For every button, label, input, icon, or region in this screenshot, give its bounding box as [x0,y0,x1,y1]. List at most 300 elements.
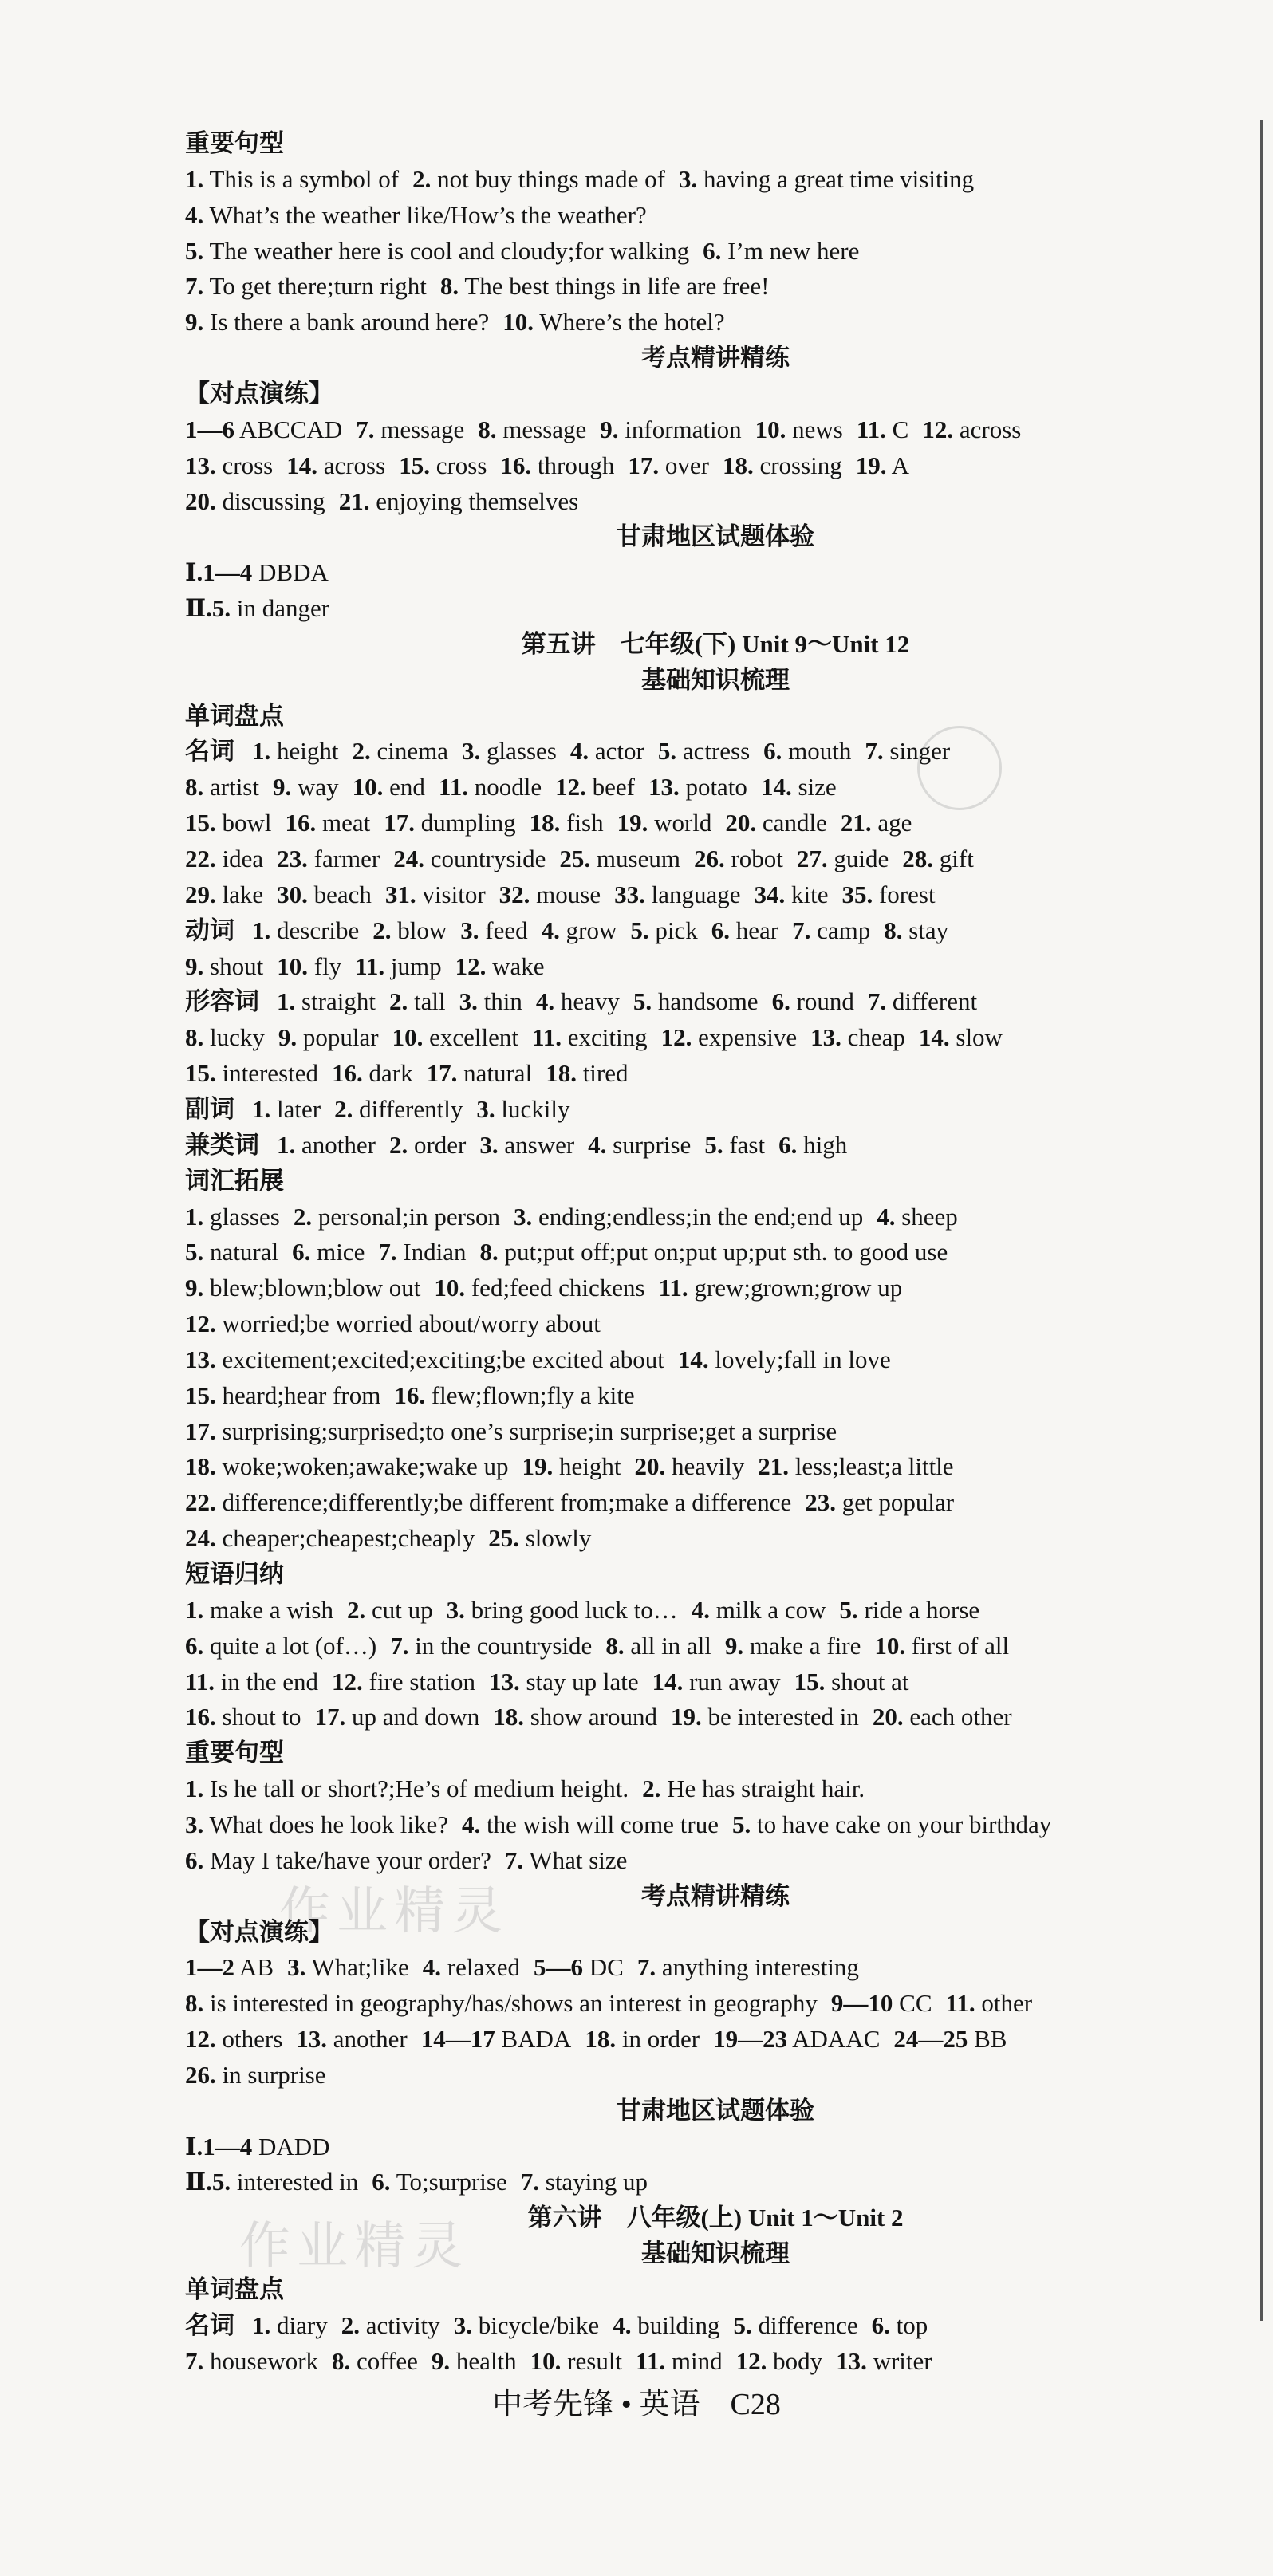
answer-number: 14. [918,1023,950,1052]
answer-number: 4. [877,1202,896,1231]
answer-item [356,416,464,443]
watermark-text: 作业精灵 [279,1883,509,1940]
answer-text: This is a symbol of [203,164,400,193]
answer-item [532,1023,648,1051]
answer-text: stay [902,916,949,944]
answer-text: potato [679,773,747,802]
answer-number: 11. [531,1023,562,1052]
answer-item [462,1810,719,1838]
answer-text: all in all [624,1631,711,1660]
answer-text: excellent [423,1023,518,1052]
answer-item [671,1703,859,1731]
answer-item [857,416,908,443]
answer-text: ADAAC [787,2025,881,2054]
answer-item [252,737,339,765]
answer-text: natural [203,1238,279,1266]
answer-line [185,198,647,233]
answer-item [185,2025,282,2053]
answer-item [185,1668,318,1696]
answer-item [185,1632,376,1660]
answer-number: 18. [585,2025,617,2054]
category-label: 副词 [185,1094,235,1123]
answer-line [185,2129,330,2164]
answer-item [570,737,644,765]
answer-text: anything interesting [656,1953,859,1982]
answer-item [185,1381,380,1409]
answer-line [185,984,977,1019]
answer-item [286,451,385,479]
answer-text: lucky [203,1023,265,1052]
answer-item [185,2133,330,2160]
answer-number: 14. [652,1667,684,1696]
answer-line [185,2022,1007,2057]
answer-item [427,1059,533,1087]
answer-number: 8. [884,916,903,944]
answer-number: 7. [185,272,204,301]
answer-text: discussing [215,486,325,515]
answer-number: 15. [185,1059,216,1088]
answer-item [840,1596,980,1624]
answer-text: What size [523,1845,628,1874]
answer-item [372,916,447,944]
answer-number: 4. [185,200,204,229]
answer-text: through [531,451,615,479]
answer-text: show around [523,1703,657,1731]
answer-number: 18. [529,809,561,837]
answer-text: surprise [606,1130,692,1159]
answer-number: 15. [185,809,216,837]
answer-item [185,1846,491,1874]
answer-number: 24. [393,845,424,872]
section-heading: 【对点演练】 [185,379,333,408]
answer-number: 13. [185,451,216,479]
answer-number: Ⅰ.1—4 [185,2132,253,2160]
answer-text: heavily [665,1452,745,1481]
answer-text: coffee [350,2346,418,2375]
answer-item [659,1274,903,1302]
answer-item [559,845,680,872]
answer-text: run away [683,1667,781,1696]
answer-item [459,987,522,1015]
category-label: 形容词 [185,987,259,1016]
answer-text: Where’s the hotel? [534,308,725,337]
answer-item [339,487,578,515]
answer-item [185,2347,318,2375]
answer-number: 4. [588,1130,607,1159]
answer-item [772,987,854,1015]
answer-text: staying up [539,2168,648,2196]
answer-number: 4. [570,737,589,766]
answer-line [185,805,912,841]
answer-text: slow [949,1023,1003,1052]
section-heading: 单词盘点 [185,2275,284,2303]
answer-text: What does he look like? [203,1810,449,1838]
answer-text: A [886,451,909,479]
answer-item [480,1238,948,1266]
answer-number: 25. [488,1524,519,1553]
answer-number: 19. [522,1452,554,1481]
answer-item [922,416,1021,443]
answer-text: over [659,451,709,479]
answer-line [185,877,936,912]
answer-item [185,1203,280,1231]
section-title: 第六讲 八年级(上) Unit 1～Unit 2 [527,2204,904,2232]
answer-line [185,1485,954,1520]
answer-line [185,1807,1051,1842]
answer-number: 2. [642,1774,661,1803]
answer-item [704,1131,765,1159]
answer-number: 3. [462,737,481,766]
answer-line [185,484,578,519]
answer-item [185,1023,265,1051]
answer-item [503,308,724,336]
answer-text: bring good luck to… [464,1595,678,1624]
answer-text: news [786,415,843,443]
answer-number: 3. [460,916,479,944]
answer-item [500,451,614,479]
answer-text: He has straight hair. [660,1774,865,1803]
answer-item [423,1953,520,1981]
answer-line [185,2344,932,2379]
answer-text: popular [297,1023,379,1052]
answer-item [185,1524,475,1552]
answer-text: to have cake on your birthday [751,1810,1052,1838]
answer-number: 2. [293,1202,313,1231]
answer-text: surprising;surprised;to one’s surprise;in surprise;get a surprise [215,1416,838,1445]
category-label: 动词 [185,916,235,944]
answer-item [252,2311,328,2339]
answer-number: 27. [796,845,828,872]
answer-number: 7. [520,2168,539,2196]
answer-text: guide [827,845,889,872]
answer-item [514,1203,863,1231]
answer-item [723,451,842,479]
answer-item [711,916,778,944]
answer-number: 21. [338,486,370,515]
answer-number: 2. [372,916,392,944]
answer-line [185,770,837,805]
answer-number: 12. [735,2346,767,2375]
answer-number: 14. [760,773,792,802]
answer-number: 28. [902,845,934,872]
answer-text: fire station [362,1667,475,1696]
answer-number: 4. [422,1953,442,1982]
answer-item [810,1023,905,1051]
answer-number: 6. [185,1631,204,1660]
answer-text: stay up late [519,1667,639,1696]
answer-item [462,737,557,765]
answer-text: flew;flown;fly a kite [425,1381,635,1409]
answer-item [185,952,263,980]
answer-item [630,916,697,944]
answer-number: 19. [617,809,648,837]
answer-item [754,880,828,908]
answer-number: 3. [479,1130,499,1159]
answer-number: 14—17 [420,2025,495,2054]
answer-number: 8. [185,773,204,802]
answer-text: hear [729,916,779,944]
answer-number: 7. [390,1631,409,1660]
answer-number: 12. [660,1023,692,1052]
answer-text: in surprise [215,2060,326,2089]
answer-text: difference [751,2310,858,2339]
category-label: 兼类词 [185,1130,259,1159]
answer-number: 6. [763,737,782,766]
answer-text: wake [486,951,545,980]
answer-item [831,1989,932,2017]
answer-item [648,773,747,801]
answer-item [542,916,617,944]
answer-text: get popular [836,1488,955,1517]
answer-item [277,987,376,1015]
answer-line [185,734,950,769]
answer-item [614,880,740,908]
section-heading: 单词盘点 [185,701,284,730]
answer-text: dumpling [415,809,516,837]
answer-item [874,1632,1009,1660]
answer-item [636,2347,723,2375]
answer-item [252,1095,321,1123]
answer-item [185,1310,601,1337]
answer-number: 5. [732,1810,751,1838]
answer-line [185,1950,859,1985]
answer-text: robot [724,845,783,872]
answer-line [185,1414,837,1449]
answer-text: height [553,1452,621,1481]
answer-item [277,845,380,872]
answer-number: 23. [805,1488,837,1517]
answer-number: 17. [185,1416,216,1445]
answer-line [185,913,948,948]
answer-text: fed;feed chickens [465,1274,645,1302]
answer-text: shout [203,951,264,980]
answer-item [185,487,325,515]
answer-text: excitement;excited;exciting;be excited about [215,1345,664,1373]
answer-item [454,2311,600,2339]
answer-text: in the countryside [408,1631,593,1660]
answer-item [286,809,371,837]
answer-number: 11. [355,951,385,980]
answer-line [185,1020,1003,1055]
answer-number: 17. [628,451,660,479]
answer-item [732,1810,1051,1838]
answer-number: 6. [771,987,790,1016]
answer-line [185,1593,979,1628]
answer-number: 9. [185,308,204,337]
answer-item [585,2025,700,2053]
answer-text: different [886,987,978,1016]
answer-number: 4. [541,916,560,944]
answer-text: fly [307,951,342,980]
answer-line [185,1521,591,1556]
answer-number: 21. [840,809,872,837]
answer-text: luckily [495,1094,570,1123]
answer-item [392,1023,518,1051]
answer-number: 6. [711,916,730,944]
answer-item [873,1703,1012,1731]
answer-line [185,2164,648,2200]
page-right-border [1260,120,1263,2321]
answer-text: fast [723,1130,766,1159]
answer-text: relaxed [441,1953,520,1982]
answer-number: 3. [513,1202,533,1231]
answer-number: 24. [185,1524,216,1553]
answer-text: actor [589,737,644,766]
answer-text: What’s the weather like/How’s the weather? [203,200,647,229]
answer-text: cheaper;cheapest;cheaply [215,1524,475,1553]
answer-text: end [383,773,425,802]
answer-number: 12. [455,951,487,980]
answer-text: heavy [554,987,620,1016]
page-footer: 中考先锋 • 英语 C28 [492,2388,781,2421]
answer-item [394,1381,634,1409]
answer-number: Ⅱ.5. [185,2168,231,2196]
answer-item [434,1274,644,1302]
answer-item [185,1059,318,1087]
answer-item [546,1059,628,1087]
section-heading: 【对点演练】 [185,1917,333,1946]
answer-number: 30. [277,880,308,908]
answer-text: mice [310,1238,365,1266]
answer-number: 2. [388,1130,408,1159]
answer-item [185,451,273,479]
answer-text: cut up [365,1595,433,1624]
section-title: 基础知识梳理 [641,2239,790,2268]
answer-number: 6. [292,1238,311,1266]
answer-number: 3. [453,2310,472,2339]
answer-item [794,1668,909,1696]
answer-item [476,1095,570,1123]
answer-text: age [871,809,912,837]
answer-text: jump [384,951,442,980]
answer-item [185,2168,358,2196]
answer-number: 8. [185,1023,204,1052]
answer-item [440,272,770,300]
answer-text: writer [866,2346,932,2375]
answer-number: 15. [185,1381,216,1409]
answer-number: 13. [488,1667,520,1696]
answer-item [884,916,948,944]
answer-number: 10. [434,1274,466,1302]
answer-line [185,1306,601,1341]
answer-text: thin [477,987,522,1016]
answer-text: lake [215,880,264,908]
answer-text: language [644,880,741,908]
answer-text: message [374,415,465,443]
answer-item [185,308,489,336]
answer-item [384,809,515,837]
answer-text: artist [203,773,259,802]
answer-item [439,773,542,801]
answer-text: pick [648,916,698,944]
answer-text: glasses [203,1202,280,1231]
answer-number: 23. [277,845,308,872]
answer-item [185,880,263,908]
answer-text: countryside [424,845,546,872]
answer-text: tired [576,1059,629,1088]
answer-text: What;like [305,1953,409,1982]
answer-text: BB [968,2025,1007,2054]
answer-text: in danger [231,594,330,623]
answer-item [185,272,427,300]
answer-item [273,773,339,801]
answer-number: 7. [867,987,887,1016]
answer-item [489,1668,639,1696]
answer-text: make a wish [203,1595,333,1624]
answer-number: 11. [438,773,468,802]
answer-text: DBDA [252,558,329,587]
section-title: 甘肃地区试题体验 [617,2096,814,2125]
answer-item [703,237,859,265]
answer-number: 1. [185,1595,204,1624]
answer-line [185,269,770,304]
answer-number: 8. [478,415,497,443]
answer-text: AB [235,1953,274,1982]
answer-number: 13. [810,1023,841,1052]
answer-number: 5. [704,1130,723,1159]
answer-text: in the end [215,1667,319,1696]
answer-text: bowl [215,809,272,837]
answer-text: blow [391,916,447,944]
answer-number: 16. [394,1381,426,1409]
answer-text: each other [903,1703,1012,1731]
answer-line [185,1843,627,1878]
answer-number: 6. [703,236,722,265]
answer-text: is interested in geography/has/shows an interest in geography [203,1989,818,2018]
answer-item [902,845,974,872]
answer-number: 29. [185,880,216,908]
answer-text: camp [810,916,871,944]
answer-item [332,1059,413,1087]
answer-line [185,1771,865,1806]
answer-item [797,845,889,872]
answer-text: I’m new here [721,236,860,265]
answer-text: expensive [692,1023,798,1052]
answer-number: 10. [352,773,384,802]
answer-text: another [295,1130,376,1159]
answer-item [661,1023,797,1051]
answer-number: 16. [500,451,532,479]
answer-text: cheap [841,1023,905,1052]
answer-item [185,1810,448,1838]
answer-number: 9. [273,773,292,802]
answer-text: mouth [782,737,852,766]
section-heading: 词汇拓展 [185,1166,284,1195]
answer-item [637,1953,859,1981]
answer-item [868,987,977,1015]
answer-number: 5. [185,236,204,265]
answer-number: 5. [185,1238,204,1266]
answer-text: DADD [252,2132,330,2160]
answer-text: health [450,2346,517,2375]
answer-text: interested in [231,2168,359,2196]
answer-number: 9. [431,2346,451,2375]
answer-item [455,952,545,980]
answer-number: 1. [185,1774,204,1803]
answer-number: 19. [671,1703,702,1731]
answer-number: 31. [384,880,416,908]
answer-number: 18. [185,1452,216,1481]
answer-number: 32. [499,880,530,908]
answer-number: 7. [792,916,811,944]
section-heading: 短语归纳 [185,1560,284,1588]
answer-text: heard;hear from [215,1381,381,1409]
answer-number: 12. [185,2025,216,2054]
answer-text: farmer [307,845,380,872]
section-heading: 重要句型 [185,1739,284,1767]
answer-text: another [327,2025,408,2054]
answer-item [355,952,442,980]
